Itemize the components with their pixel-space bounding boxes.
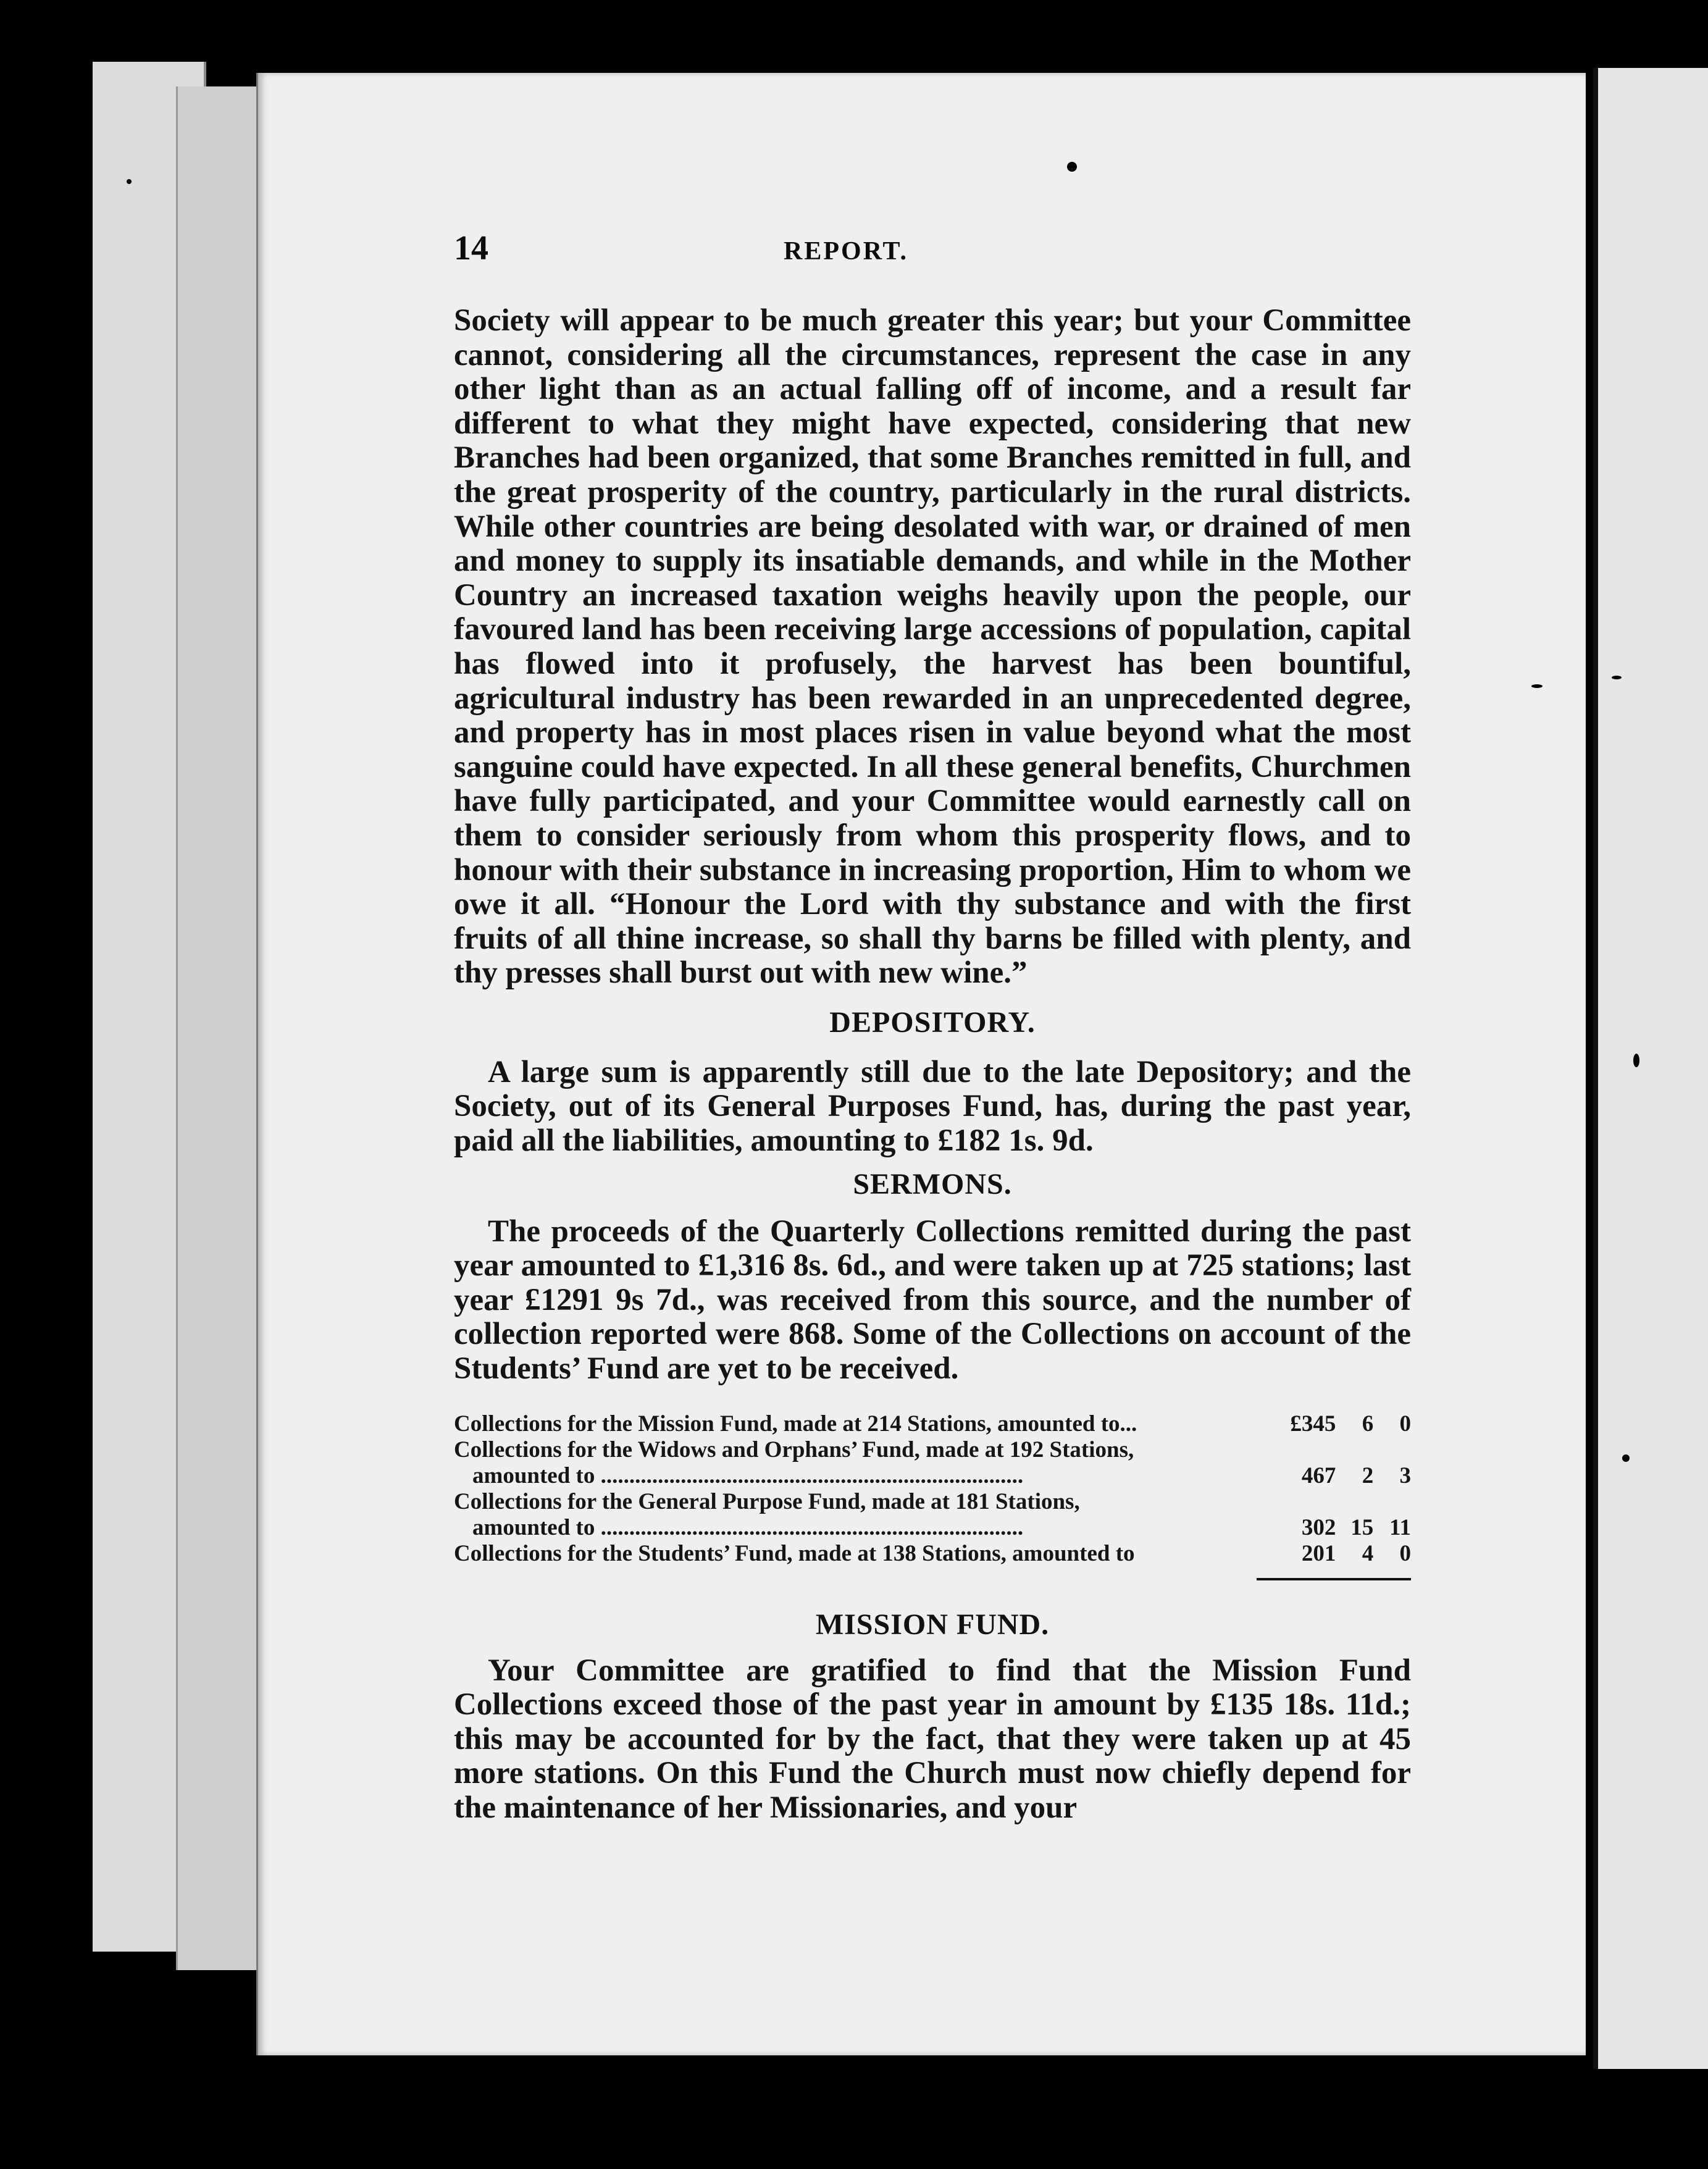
table-row (454, 1411, 1411, 1437)
collection-description (454, 1541, 1261, 1567)
collection-pence: 3 (1399, 1462, 1411, 1488)
mission-fund-heading: MISSION FUND. (815, 1608, 1050, 1641)
collection-pence: 0 (1399, 1411, 1411, 1437)
collection-line: Collections for the General Purpose Fund, made at 181 Stations, (454, 1488, 1080, 1514)
ink-speck (1067, 162, 1077, 172)
table-row (454, 1489, 1411, 1541)
collection-pence: 0 (1399, 1540, 1411, 1566)
collection-pounds: 201 (1301, 1540, 1336, 1566)
sermons-heading: SERMONS. (853, 1167, 1012, 1201)
background-sheet-right (1593, 68, 1708, 2069)
collection-line: Collections for the Students’ Fund, made at 138 Stations, amounted to (454, 1540, 1135, 1566)
depository-heading: DEPOSITORY. (829, 1005, 1036, 1039)
collection-shillings: 4 (1362, 1540, 1374, 1566)
total-rule (454, 1567, 1411, 1585)
collection-pounds: 467 (1301, 1462, 1336, 1488)
collection-line: Collections for the Widows and Orphans’ Fund, made at 192 Stations, (454, 1437, 1134, 1462)
collection-line: Collections for the Mission Fund, made at 214 Stations, amounted to... (454, 1411, 1137, 1437)
collection-pounds: 302 (1301, 1514, 1336, 1540)
collection-shillings: 15 (1350, 1514, 1374, 1540)
ink-speck (127, 179, 132, 184)
collection-description (454, 1411, 1261, 1437)
ink-speck (1612, 676, 1622, 679)
page-number: 14 (454, 229, 488, 267)
ink-speck (1622, 1454, 1630, 1462)
page-content (454, 229, 1411, 1826)
collection-pence: 11 (1389, 1514, 1411, 1540)
table-row (454, 1541, 1411, 1567)
collection-shillings: 2 (1362, 1462, 1374, 1488)
collection-line-continued: amounted to .......................................................................... (472, 1462, 1024, 1488)
mission-fund-paragraph: Your Committee are gratified to find that the Mission Fund Collections exceed those of the past year in amount by £135 18s. 11d.; this may be accounted for by the fact, that they were taken up at 45 more stations. On this Fund the Church must now chiefly depend for the maintenance of her Missionaries, and your (454, 1653, 1411, 1825)
collection-line-continued: amounted to .......................................................................... (472, 1514, 1024, 1540)
table-row (454, 1437, 1411, 1489)
collection-description (454, 1437, 1261, 1489)
ink-speck (1531, 684, 1543, 688)
collection-pounds: £345 (1290, 1411, 1336, 1437)
page-header (454, 229, 1204, 268)
depository-paragraph: A large sum is apparently still due to the late Depository; and the Society, out of its General Purposes Fund, has, during the past year, paid all the liabilities, amounting to £182 1s. 9d. (454, 1054, 1411, 1159)
collections-table (454, 1411, 1411, 1567)
collection-description (454, 1489, 1261, 1541)
running-head: REPORT. (784, 237, 908, 266)
opening-paragraph: Society will appear to be much greater this year; but your Committee cannot, considering all the circumstances, represent the case in any other light than as an actual falling off of income, and a result far different to what they might have expected, considering that new Branches had been organized, that some Branches remitted in full, and the great prosperity of the country, particularly in the rural districts. While other countries are being desolated with war, or drained of men and money to supply its insatiable demands, and while in the Mother Country an increased taxation weighs heavily upon the people, our favoured land has been receiving large accessions of population, capital has flowed into it profusely, the harvest has been bountiful, agricultural industry has been rewarded in an unprecedented degree, and property has in most places risen in value beyond what the most sanguine could have expected. In all these general benefits, Churchmen have fully participated, and your Committee would earnestly call on them to consider seriously from whom this prosperity flows, and to honour with their substance in increasing proportion, Him to whom we owe it all. “Honour the Lord with thy substance and with the first fruits of all thine increase, so shall thy barns be filled with plenty, and thy presses shall burst out with new wine.” (454, 303, 1411, 991)
collection-shillings: 6 (1362, 1411, 1374, 1437)
ink-speck (1633, 1054, 1639, 1067)
sermons-paragraph: The proceeds of the Quarterly Collections remitted during the past year amounted to £1,316 8s. 6d., and were taken up at 725 stations; last year £1291 9s 7d., was received from this source, and the number of collection reported were 868. Some of the Collections on account of the Students’ Fund are yet to be received. (454, 1214, 1411, 1387)
